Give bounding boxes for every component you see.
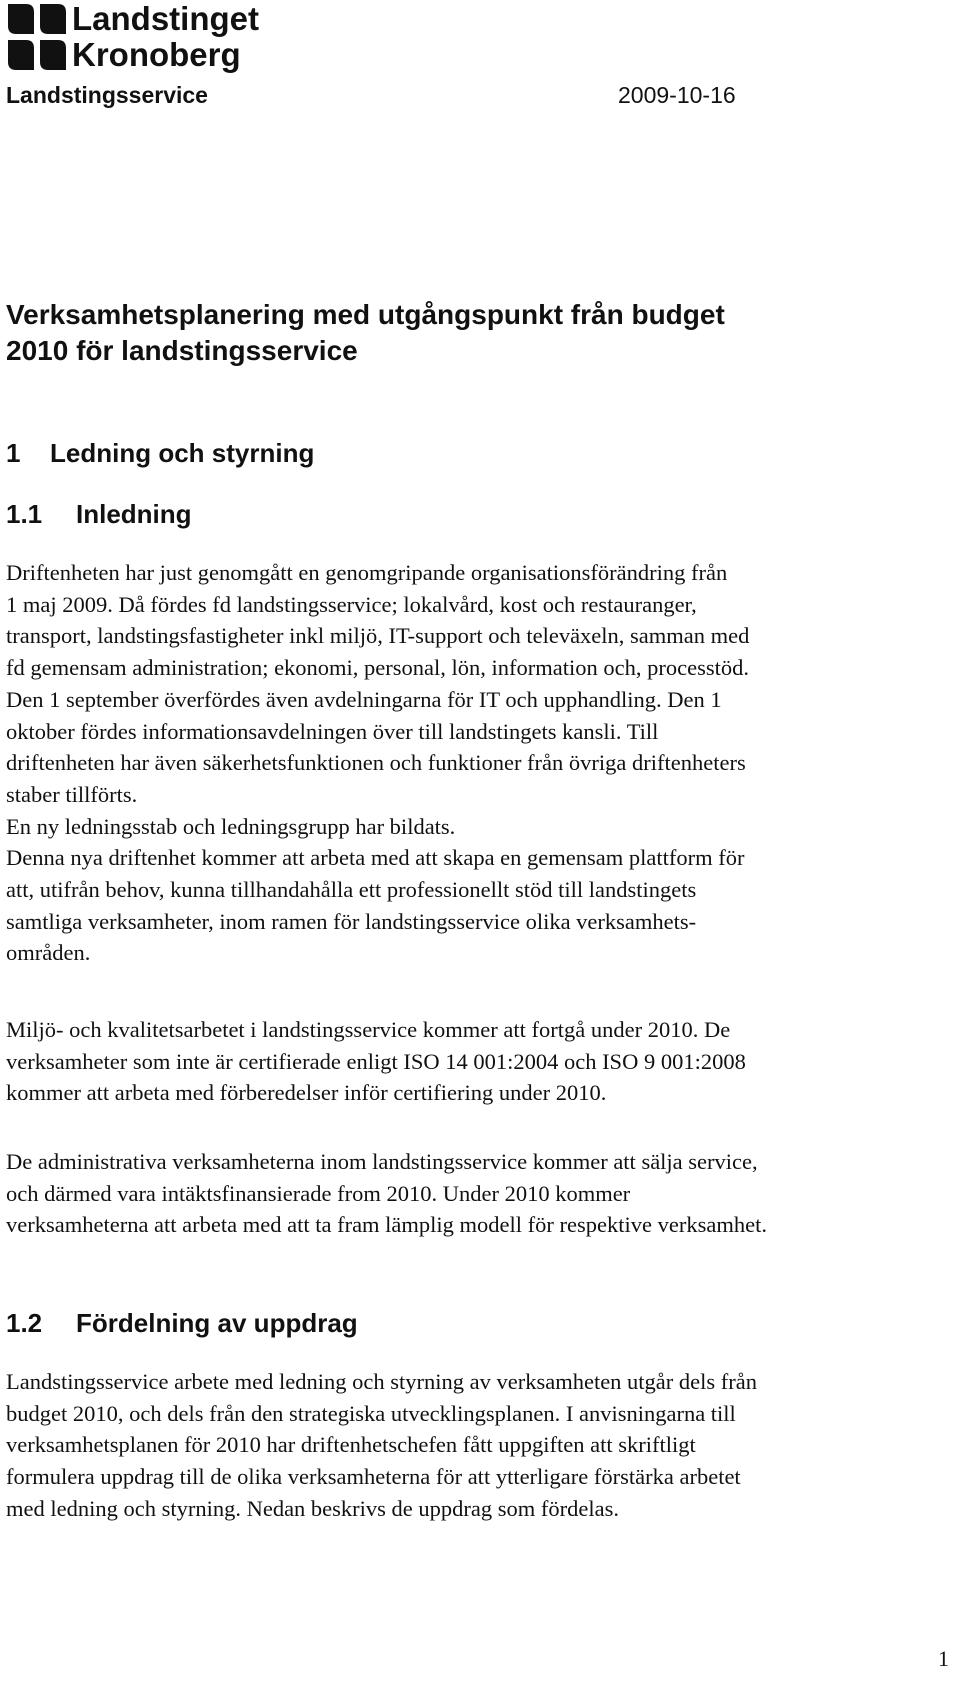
paragraph-fordelning [6,1366,942,1525]
text-line: och därmed vara intäktsfinansierade from 2010. Under 2010 kommer [6,1180,631,1206]
section-title: Inledning [76,499,192,529]
text-line: 1 maj 2009. Då fördes fd landstingsservice; lokalvård, kost och restauranger, [6,591,697,617]
title-line: Verksamhetsplanering med utgångspunkt från budget [6,299,725,330]
text-line: Denna nya driftenhet kommer att arbeta med att skapa en gemensam plattform för [6,845,745,871]
text-line: verksamhetsplanen för 2010 har driftenhetschefen fått uppgiften att skriftligt [6,1432,696,1458]
text-line: transport, landstingsfastigheter inkl miljö, IT-support och televäxeln, samman med [6,623,750,649]
paragraph-inledning [6,557,942,969]
section-number: 1.2 [6,1308,43,1338]
logo-mark [6,0,298,78]
text-line: staber tillförts. [6,781,138,807]
section-heading-1-1 [6,497,192,531]
text-line: formulera uppdrag till de olika verksamheterna för att ytterligare förstärka arbetet [6,1464,741,1490]
document-date: 2009-10-16 [618,82,736,108]
text-line: En ny ledningsstab och ledningsgrupp har bildats. [6,813,456,839]
text-line: oktober fördes informationsavdelningen över till landstingets kansli. Till [6,718,659,744]
text-line: Driftenheten har just genomgått en genomgripande organisationsförändring från [6,560,728,585]
text-line: budget 2010, och dels från den strategiska utvecklingsplanen. I anvisningarna till [6,1400,736,1426]
text-line: De administrativa verksamheterna inom landstingsservice kommer att sälja service, [6,1149,758,1174]
paragraph-miljo [6,1014,942,1109]
page-number: 1 [938,1646,949,1671]
section-heading-1 [6,436,314,470]
text-line: kommer att arbeta med förberedelser inför certifiering under 2010. [6,1080,607,1106]
document-title [6,297,926,369]
title-line: 2010 för landstingsservice [6,335,358,366]
text-line: att, utifrån behov, kunna tillhandahålla ett professionellt stöd till landstingets [6,877,697,903]
text-line: fd gemensam administration; ekonomi, personal, lön, information och, processtöd. [6,655,749,681]
text-line: med ledning och styrning. Nedan beskrivs de uppdrag som fördelas. [6,1495,619,1521]
text-line: verksamheterna att arbeta med att ta fram lämplig modell för respektive verksamhet. [6,1212,767,1238]
section-title: Ledning och styrning [50,438,315,468]
logo-text-line2: Kronoberg [72,36,241,73]
landstinget-kronoberg-logo [6,0,298,78]
text-line: Den 1 september överfördes även avdelningarna för IT och upphandling. Den 1 [6,686,722,712]
section-number: 1 [6,438,21,468]
text-line: områden. [6,940,91,966]
paragraph-administrativa [6,1146,942,1241]
text-line: Miljö- och kvalitetsarbetet i landstingsservice kommer att fortgå under 2010. De [6,1017,731,1042]
text-line: samtliga verksamheter, inom ramen för landstingsservice olika verksamhets- [6,908,697,934]
text-line: verksamheter som inte är certifierade enligt ISO 14 001:2004 och ISO 9 001:2008 [6,1048,746,1074]
department-name: Landstingsservice [6,82,208,108]
text-line: Landstingsservice arbete med ledning och styrning av verksamheten utgår dels från [6,1369,758,1394]
section-title: Fördelning av uppdrag [76,1308,358,1338]
section-heading-1-2 [6,1306,358,1340]
section-number: 1.1 [6,499,43,529]
logo-text-line1: Landstinget [72,0,259,37]
text-line: driftenheten har även säkerhetsfunktionen och funktioner från övriga driftenheters [6,750,746,776]
